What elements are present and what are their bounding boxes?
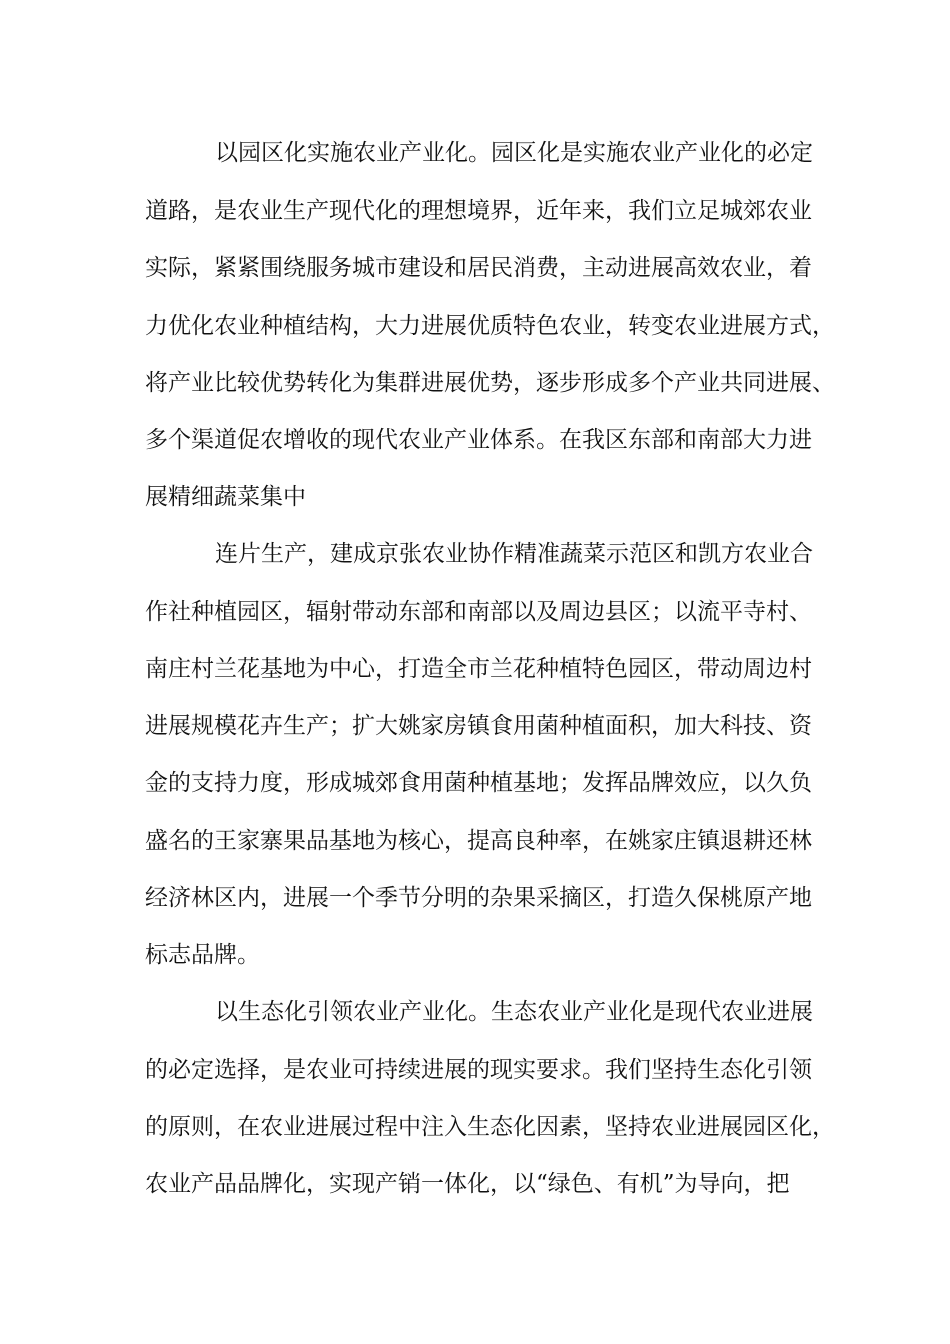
paragraph-3-line-2: 的必定选择，是农业可持续进展的现实要求。我们坚持生态化引领 <box>145 1057 812 1083</box>
paragraph-2-line-5: 金的支持力度，形成城郊食用菌种植基地；发挥品牌效应，以久负 <box>145 770 812 796</box>
paragraph-3-line-4: 农业产品品牌化，实现产销一体化，以“绿色、有机”为导向，把 <box>145 1171 790 1197</box>
paragraph-1-line-1: 以园区化实施农业产业化。园区化是实施农业产业化的必定 <box>215 140 813 166</box>
paragraph-1-line-6: 多个渠道促农增收的现代农业产业体系。在我区东部和南部大力进 <box>145 427 812 453</box>
paragraph-2-line-6: 盛名的王家寨果品基地为核心，提高良种率，在姚家庄镇退耕还林 <box>145 828 812 854</box>
paragraph-2-line-1: 连片生产，建成京张农业协作精准蔬菜示范区和凯方农业合 <box>215 541 813 567</box>
paragraph-1-line-3: 实际，紧紧围绕服务城市建设和居民消费，主动进展高效农业，着 <box>145 255 812 281</box>
paragraph-2-line-8: 标志品牌。 <box>145 942 260 968</box>
paragraph-1-line-5: 将产业比较优势转化为集群进展优势，逐步形成多个产业共同进展、 <box>145 370 835 396</box>
paragraph-2-line-2: 作社种植园区，辐射带动东部和南部以及周边县区；以流平寺村、 <box>145 599 812 625</box>
paragraph-3-line-1: 以生态化引领农业产业化。生态农业产业化是现代农业进展 <box>215 999 813 1025</box>
paragraph-1-line-4: 力优化农业种植结构，大力进展优质特色农业，转变农业进展方式， <box>145 313 835 339</box>
paragraph-1-line-7: 展精细蔬菜集中 <box>145 484 306 510</box>
paragraph-2-line-7: 经济林区内，进展一个季节分明的杂果采摘区，打造久保桃原产地 <box>145 885 812 911</box>
paragraph-2-line-3: 南庄村兰花基地为中心，打造全市兰花种植特色园区，带动周边村 <box>145 656 812 682</box>
paragraph-2-line-4: 进展规模花卉生产；扩大姚家房镇食用菌种植面积，加大科技、资 <box>145 713 812 739</box>
paragraph-3-line-3: 的原则，在农业进展过程中注入生态化因素，坚持农业进展园区化， <box>145 1114 835 1140</box>
paragraph-1-line-2: 道路，是农业生产现代化的理想境界，近年来，我们立足城郊农业 <box>145 198 812 224</box>
